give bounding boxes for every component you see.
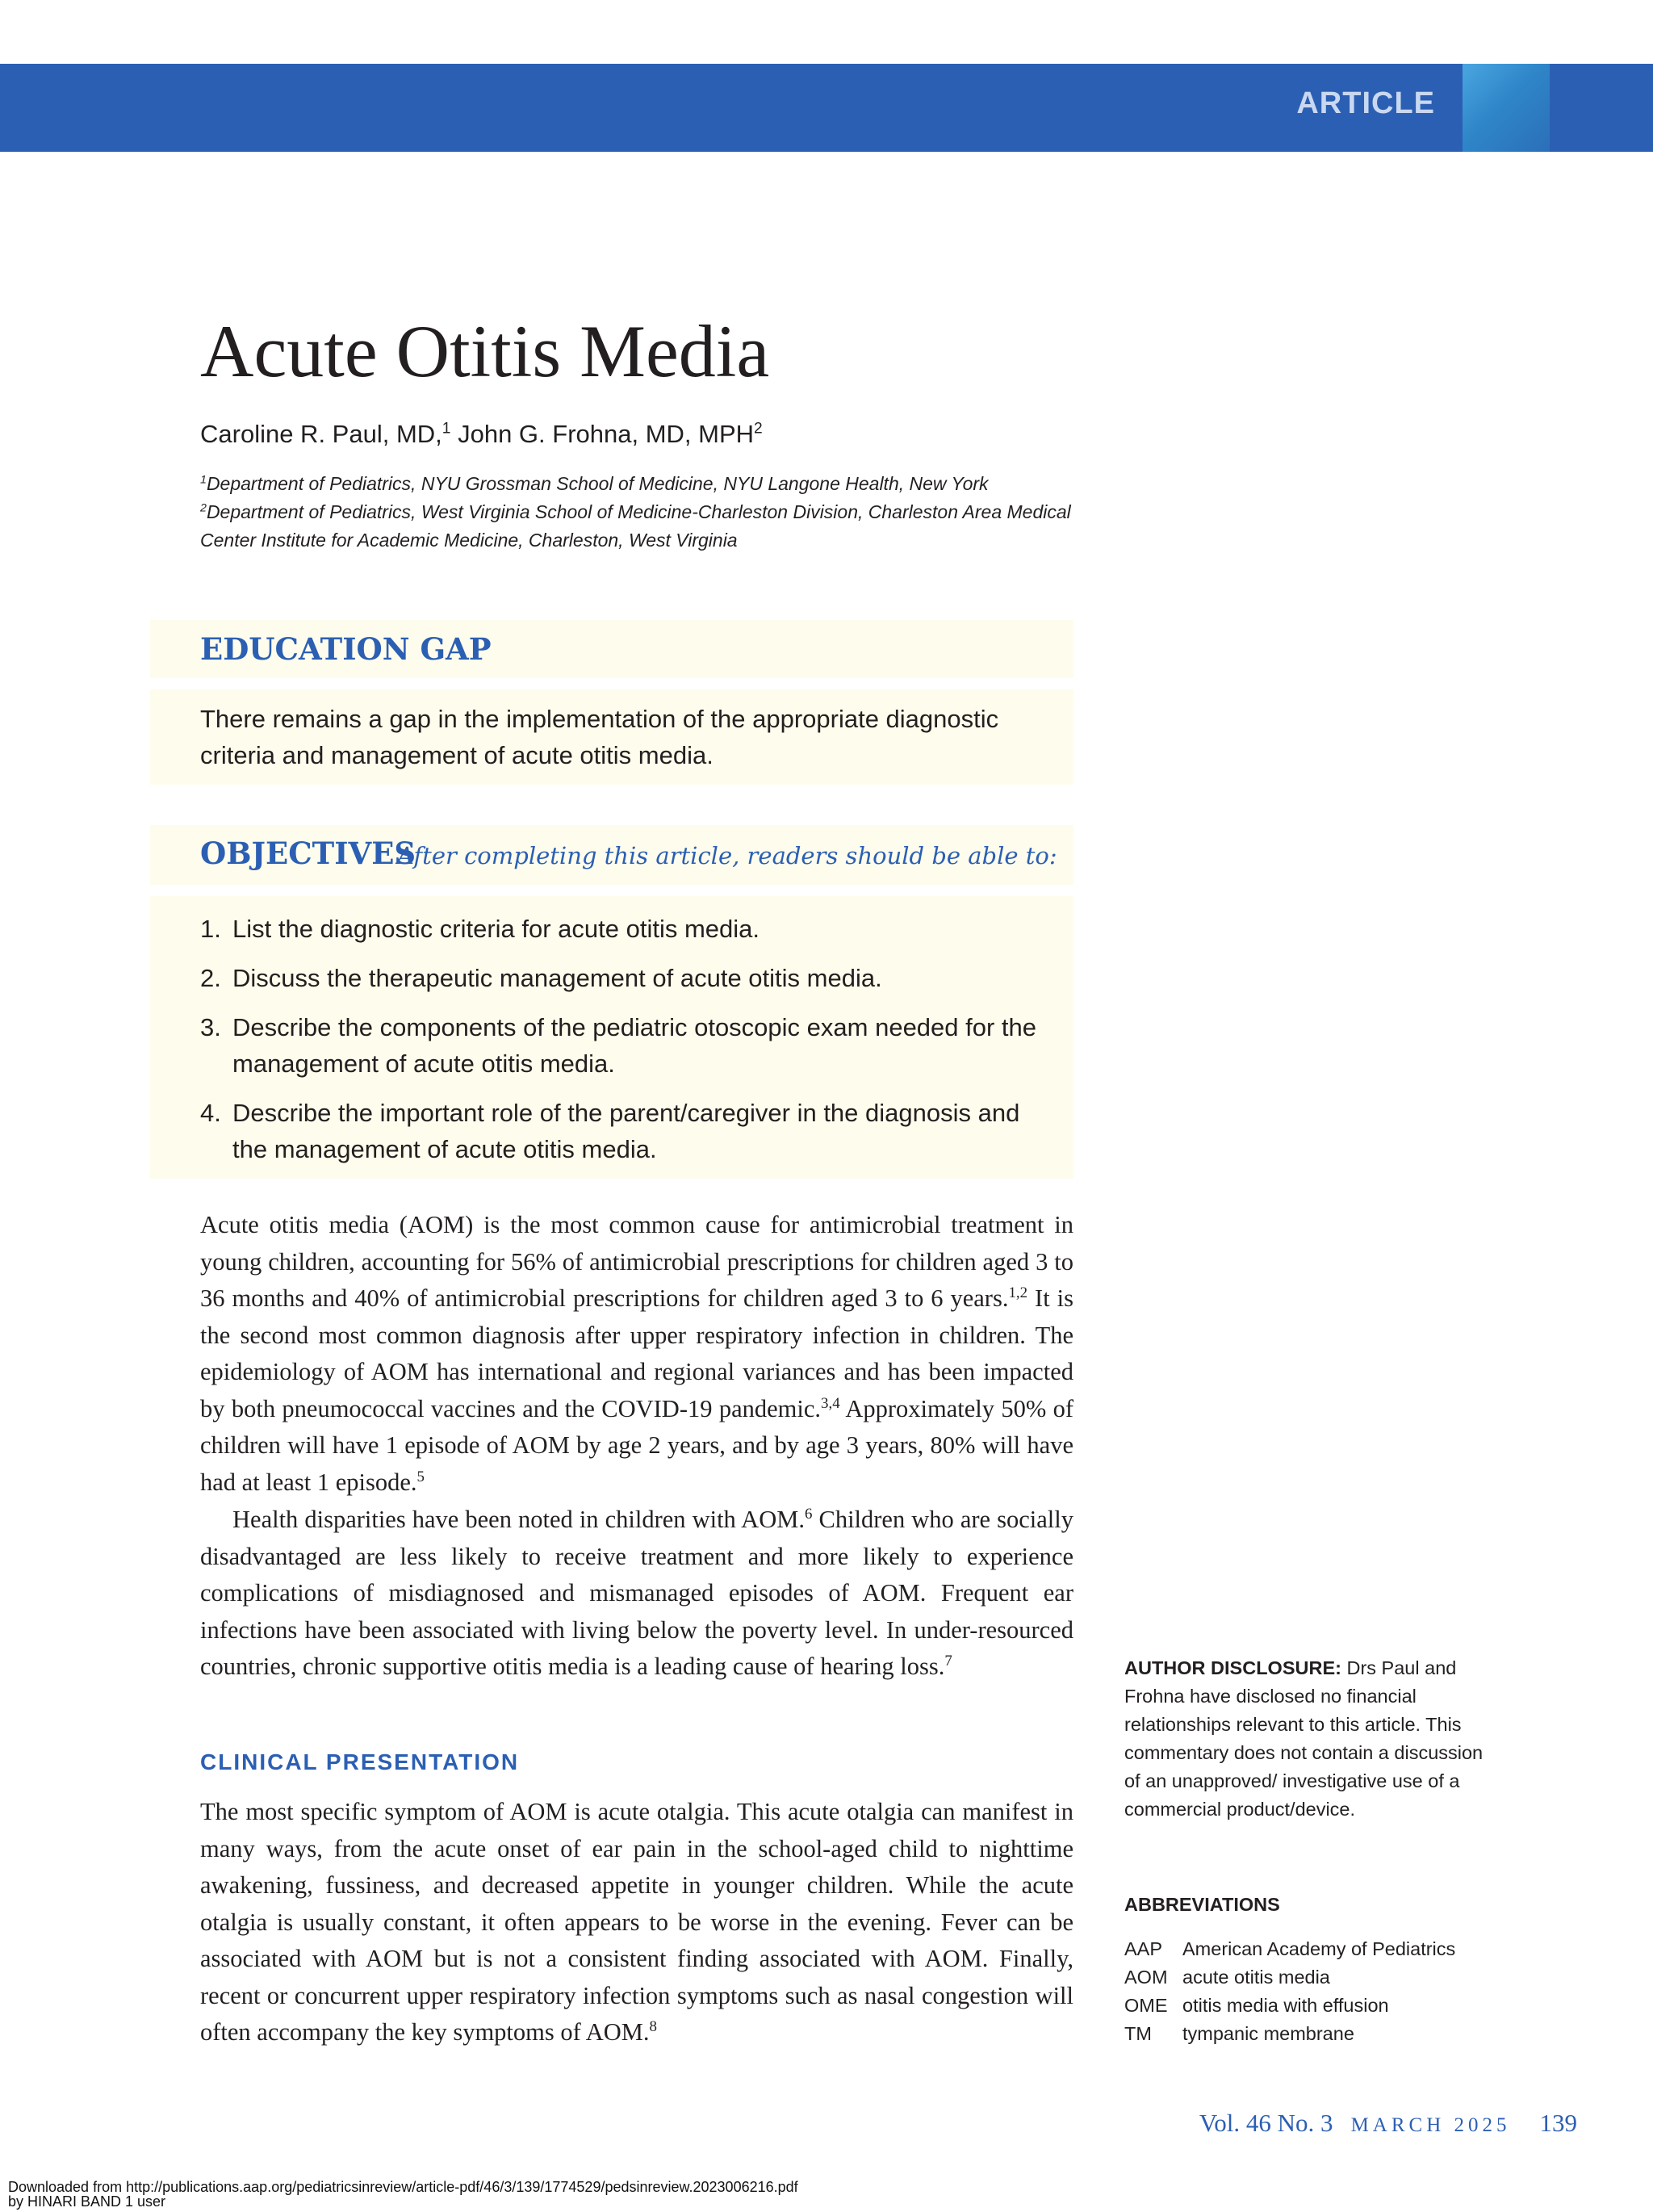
list-item: AOM acute otitis media — [1124, 1967, 1330, 1988]
objectives-subheading: After completing this article, readers should be able to: — [397, 842, 1057, 869]
list-item: 4. Describe the important role of the parent/caregiver in the diagnosis and the management of acute otitis media. — [200, 1099, 1020, 1163]
section-heading: CLINICAL PRESENTATION — [200, 1749, 520, 1774]
list-item: 2. Discuss the therapeutic management of acute otitis media. — [200, 964, 882, 992]
list-item: 1. List the diagnostic criteria for acute otitis media. — [200, 915, 760, 943]
objectives-header — [150, 825, 1073, 885]
volume-info: Vol. 46 No. 3 — [1199, 2109, 1333, 2137]
article-type-label: ARTICLE — [1296, 86, 1435, 120]
banner-decoration — [1463, 64, 1550, 152]
page-number: 139 — [1539, 2109, 1577, 2137]
list-item: TM tympanic membrane — [1124, 2023, 1354, 2044]
list-item: AAP American Academy of Pediatrics — [1124, 1938, 1456, 1959]
citation-ref: 1,2 — [1008, 1284, 1028, 1301]
author-disclosure — [1124, 1654, 1496, 1824]
objectives-body — [150, 896, 1073, 1179]
abbreviations-heading: ABBREVIATIONS — [1124, 1894, 1280, 1915]
list-item: OME otitis media with effusion — [1124, 1995, 1389, 2016]
page-footer — [1199, 2109, 1577, 2138]
issue-date: MARCH 2025 — [1350, 2114, 1511, 2136]
citation-ref: 3,4 — [821, 1394, 840, 1412]
education-gap-heading: EDUCATION GAP — [200, 631, 492, 667]
header-banner — [0, 64, 1653, 152]
objectives-heading: OBJECTIVES — [200, 836, 416, 871]
citation-ref: 7 — [944, 1652, 952, 1669]
author-affiliation-ref: 1 — [441, 420, 451, 438]
citation-ref: 5 — [416, 1468, 425, 1485]
body-paragraph: Acute otitis media (AOM) is the most common cause for antimicrobial treatment in young children, accounting for 56% of antimicrobial prescriptions for children aged 3 to 36 months and 40% of antimicrobial prescriptions for children aged 3 to 6 years.$^{1,2}$ It is the second most common diagnosis after upper respiratory infection in children. The epidemiology of AOM has international and regional variances and has been impacted by both pneumococcal vaccines and the COVID-19 pandemic.$^{3,4}$ Approximately 50% of children will have 1 episode of AOM by age 2 years, and by age 3 years, 80% will have had at least 1 episode.$^5$ — [200, 1211, 1073, 1496]
affiliation: $^2$Department of Pediatrics, West Virginia School of Medicine-Charleston Division, Charleston Area Medical Center Institute for Academic Medicine, Charleston, West Virginia — [200, 501, 1071, 551]
education-gap-body — [150, 689, 1073, 785]
citation-ref: 8 — [649, 2017, 657, 2035]
education-gap-header — [150, 620, 1073, 678]
author-affiliation-ref: 2 — [754, 420, 763, 438]
disclosure-label: AUTHOR DISCLOSURE: — [1124, 1657, 1341, 1678]
abbreviations-list — [1124, 1935, 1455, 2048]
affiliations — [200, 470, 1088, 555]
affiliation: $^1$Department of Pediatrics, NYU Grossman School of Medicine, NYU Langone Health, New York — [200, 473, 989, 494]
objectives-list — [200, 911, 1040, 1180]
author-list — [200, 420, 763, 449]
disclosure-text: Drs Paul and Frohna have disclosed no financial relationships relevant to this article. This commentary does not contain a discussion of an unapproved/ investigative use of a commercial product/device. — [1124, 1657, 1484, 1820]
article-title: Acute Otitis Media — [200, 310, 770, 392]
list-item: 3. Describe the components of the pediatric otoscopic exam needed for the management of acute otitis media. — [200, 1013, 1037, 1078]
body-paragraph: The most specific symptom of AOM is acute otalgia. This acute otalgia can manifest in many ways, from the acute onset of ear pain in the school-aged child to nighttime awakening, fussiness, and decreased appetite in younger children. While the acute otalgia is usually constant, it often appears to be worse in the evening. Fever can be associated with AOM but is not a consistent finding associated with AOM. Finally, recent or concurrent upper respiratory infection symptoms such as nasal congestion will often accompany the key symptoms of AOM.$^8$ — [200, 1798, 1073, 2046]
citation-ref: 6 — [804, 1505, 813, 1523]
author-name: Caroline R. Paul, MD, — [200, 420, 442, 448]
body-paragraph: Health disparities have been noted in children with AOM.$^6$ Children who are socially disadvantaged are less likely to receive treatment and more likely to experience complications of misdiagnosed and mismanaged episodes of AOM. Frequent ear infections have been associated with living below the poverty level. In under-resourced countries, chronic supportive otitis media is a leading cause of hearing loss.$^7$ — [200, 1505, 1073, 1680]
author-name: John G. Frohna, MD, MPH — [458, 420, 755, 448]
download-notice: Downloaded from http://publications.aap.org/pediatricsinreview/article-pdf/46/3/139/1774529/pedsinreview.2023006216.pdf by HINARI BAND 1 user — [8, 2179, 798, 2210]
education-gap-text: There remains a gap in the implementation of the appropriate diagnostic criteria and management of acute otitis media. — [200, 705, 999, 769]
